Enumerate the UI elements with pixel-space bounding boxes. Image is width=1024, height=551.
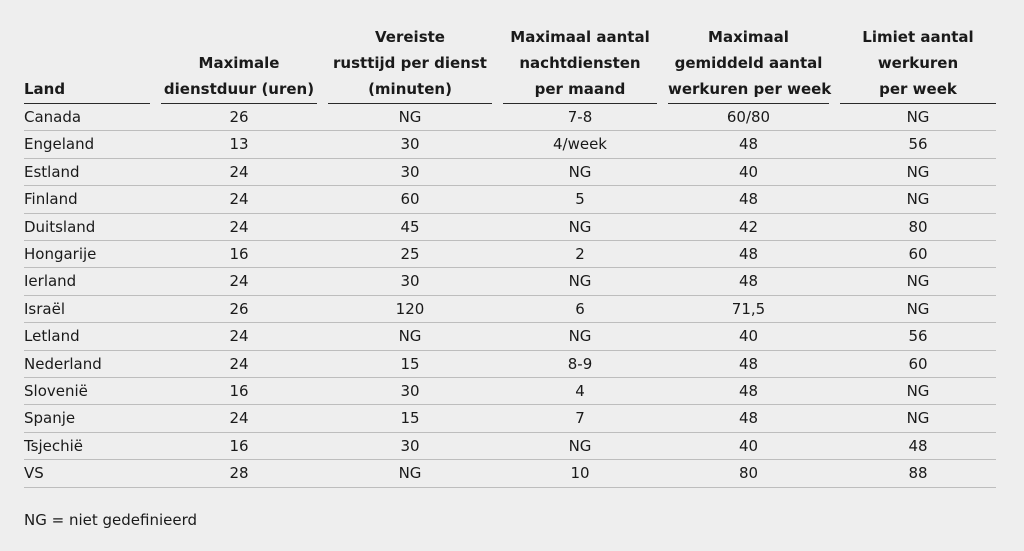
cell-required-rest-column: NG — [328, 104, 492, 131]
cell-max-avg-weekly-hours-column: 40 — [668, 323, 829, 350]
cell-gap — [317, 405, 328, 432]
table-row — [24, 186, 996, 213]
cell-gap — [492, 186, 503, 213]
cell-weekly-hours-limit-column: NG — [840, 268, 996, 295]
cell-gap — [492, 378, 503, 405]
cell-required-rest-column: 25 — [328, 241, 492, 268]
header-gap — [657, 24, 668, 104]
cell-required-rest-column: NG — [328, 323, 492, 350]
cell-max-shift-duration-column: 16 — [161, 241, 317, 268]
cell-gap — [657, 323, 668, 350]
cell-gap — [829, 131, 840, 158]
cell-gap — [150, 186, 161, 213]
cell-max-night-shifts-column: NG — [503, 323, 657, 350]
cell-gap — [657, 378, 668, 405]
cell-gap — [492, 433, 503, 460]
cell-gap — [492, 405, 503, 432]
work-hours-table — [24, 24, 996, 488]
table-row — [24, 241, 996, 268]
cell-max-shift-duration-column: 16 — [161, 378, 317, 405]
cell-weekly-hours-limit-column: NG — [840, 104, 996, 131]
cell-required-rest-column: 30 — [328, 268, 492, 295]
cell-max-night-shifts-column: NG — [503, 433, 657, 460]
cell-country-column: Spanje — [24, 405, 150, 432]
cell-gap — [829, 241, 840, 268]
cell-weekly-hours-limit-column: NG — [840, 296, 996, 323]
work-hours-table-container — [24, 24, 996, 488]
cell-weekly-hours-limit-column: 48 — [840, 433, 996, 460]
cell-country-column: Letland — [24, 323, 150, 350]
cell-gap — [317, 186, 328, 213]
cell-max-avg-weekly-hours-column: 48 — [668, 378, 829, 405]
cell-gap — [657, 351, 668, 378]
cell-max-avg-weekly-hours-column: 48 — [668, 351, 829, 378]
cell-gap — [150, 131, 161, 158]
header-line: gemiddeld aantal — [674, 54, 823, 72]
cell-gap — [317, 296, 328, 323]
header-line: nachtdiensten — [519, 54, 641, 72]
cell-gap — [317, 323, 328, 350]
cell-max-shift-duration-column: 24 — [161, 214, 317, 241]
cell-required-rest-column: 30 — [328, 131, 492, 158]
cell-weekly-hours-limit-column: NG — [840, 378, 996, 405]
cell-gap — [492, 323, 503, 350]
cell-gap — [657, 186, 668, 213]
header-gap — [150, 24, 161, 104]
cell-gap — [150, 460, 161, 487]
header-line: dienstduur (uren) — [163, 80, 315, 98]
cell-gap — [829, 268, 840, 295]
cell-gap — [492, 214, 503, 241]
cell-required-rest-column: NG — [328, 460, 492, 487]
cell-required-rest-column: 60 — [328, 186, 492, 213]
cell-max-shift-duration-column: 24 — [161, 159, 317, 186]
cell-gap — [150, 351, 161, 378]
cell-gap — [657, 433, 668, 460]
cell-gap — [317, 131, 328, 158]
cell-gap — [657, 214, 668, 241]
cell-gap — [657, 268, 668, 295]
cell-gap — [829, 405, 840, 432]
cell-max-night-shifts-column: 5 — [503, 186, 657, 213]
cell-max-shift-duration-column: 26 — [161, 296, 317, 323]
cell-max-night-shifts-column: NG — [503, 268, 657, 295]
cell-gap — [657, 296, 668, 323]
cell-gap — [317, 433, 328, 460]
cell-gap — [492, 296, 503, 323]
cell-required-rest-column: 30 — [328, 433, 492, 460]
cell-required-rest-column: 30 — [328, 378, 492, 405]
cell-gap — [492, 131, 503, 158]
cell-gap — [829, 433, 840, 460]
cell-gap — [829, 351, 840, 378]
cell-country-column: Canada — [24, 104, 150, 131]
cell-gap — [317, 351, 328, 378]
cell-max-avg-weekly-hours-column: 48 — [668, 268, 829, 295]
table-row — [24, 296, 996, 323]
table-row — [24, 323, 996, 350]
header-max-avg-weekly-hours-column — [668, 24, 832, 104]
cell-max-shift-duration-column: 24 — [161, 351, 317, 378]
cell-gap — [317, 214, 328, 241]
cell-gap — [492, 159, 503, 186]
cell-max-avg-weekly-hours-column: 48 — [668, 131, 829, 158]
table-row — [24, 351, 996, 378]
cell-required-rest-column: 45 — [328, 214, 492, 241]
cell-gap — [492, 268, 503, 295]
table-body — [24, 104, 996, 488]
cell-gap — [829, 104, 840, 131]
cell-max-shift-duration-column: 13 — [161, 131, 317, 158]
cell-gap — [150, 378, 161, 405]
table-row — [24, 214, 996, 241]
cell-gap — [829, 460, 840, 487]
cell-gap — [492, 460, 503, 487]
cell-gap — [829, 214, 840, 241]
cell-country-column: Israël — [24, 296, 150, 323]
cell-weekly-hours-limit-column: 56 — [840, 131, 996, 158]
cell-gap — [150, 268, 161, 295]
cell-weekly-hours-limit-column: 60 — [840, 351, 996, 378]
footnote: NG = niet gedefinieerd — [24, 511, 198, 529]
cell-gap — [657, 131, 668, 158]
cell-country-column: VS — [24, 460, 150, 487]
cell-max-night-shifts-column: NG — [503, 159, 657, 186]
header-line: werkuren per week — [668, 80, 832, 98]
header-line: per maand — [534, 80, 626, 98]
header-line: Maximaal aantal — [510, 28, 650, 46]
header-line: werkuren — [877, 54, 959, 72]
cell-max-night-shifts-column: 4/week — [503, 131, 657, 158]
cell-gap — [492, 104, 503, 131]
cell-max-shift-duration-column: 24 — [161, 186, 317, 213]
cell-max-avg-weekly-hours-column: 48 — [668, 186, 829, 213]
cell-max-avg-weekly-hours-column: 80 — [668, 460, 829, 487]
header-weekly-hours-limit-column — [840, 24, 996, 104]
cell-max-avg-weekly-hours-column: 42 — [668, 214, 829, 241]
cell-weekly-hours-limit-column: NG — [840, 159, 996, 186]
cell-gap — [829, 323, 840, 350]
header-line: Land — [24, 80, 66, 98]
cell-weekly-hours-limit-column: NG — [840, 405, 996, 432]
cell-gap — [657, 405, 668, 432]
cell-gap — [657, 460, 668, 487]
cell-weekly-hours-limit-column: 60 — [840, 241, 996, 268]
table-row — [24, 104, 996, 131]
header-line: Limiet aantal — [862, 28, 974, 46]
cell-max-avg-weekly-hours-column: 48 — [668, 241, 829, 268]
cell-gap — [150, 214, 161, 241]
cell-max-night-shifts-column: 7-8 — [503, 104, 657, 131]
cell-gap — [317, 460, 328, 487]
cell-gap — [150, 296, 161, 323]
cell-weekly-hours-limit-column: 56 — [840, 323, 996, 350]
cell-gap — [829, 296, 840, 323]
cell-max-avg-weekly-hours-column: 48 — [668, 405, 829, 432]
cell-gap — [317, 268, 328, 295]
cell-max-night-shifts-column: NG — [503, 214, 657, 241]
cell-gap — [150, 104, 161, 131]
cell-max-night-shifts-column: 10 — [503, 460, 657, 487]
header-required-rest-column — [328, 24, 492, 104]
cell-gap — [657, 159, 668, 186]
table-row — [24, 460, 996, 487]
cell-max-night-shifts-column: 4 — [503, 378, 657, 405]
cell-gap — [829, 186, 840, 213]
cell-max-avg-weekly-hours-column: 40 — [668, 433, 829, 460]
cell-country-column: Ierland — [24, 268, 150, 295]
header-gap — [492, 24, 503, 104]
cell-country-column: Estland — [24, 159, 150, 186]
header-gap — [317, 24, 328, 104]
table-row — [24, 378, 996, 405]
cell-gap — [492, 351, 503, 378]
header-line: (minuten) — [368, 80, 452, 98]
table-row — [24, 131, 996, 158]
header-line: Maximaal — [708, 28, 789, 46]
cell-gap — [492, 241, 503, 268]
cell-max-shift-duration-column: 16 — [161, 433, 317, 460]
cell-max-shift-duration-column: 28 — [161, 460, 317, 487]
cell-max-night-shifts-column: 6 — [503, 296, 657, 323]
cell-gap — [150, 433, 161, 460]
cell-weekly-hours-limit-column: 88 — [840, 460, 996, 487]
cell-gap — [317, 159, 328, 186]
cell-required-rest-column: 120 — [328, 296, 492, 323]
cell-country-column: Slovenië — [24, 378, 150, 405]
cell-gap — [829, 378, 840, 405]
header-line: per week — [879, 80, 957, 98]
header-line: Vereiste — [375, 28, 445, 46]
table-row — [24, 159, 996, 186]
cell-gap — [657, 241, 668, 268]
cell-gap — [317, 241, 328, 268]
cell-gap — [317, 378, 328, 405]
cell-max-shift-duration-column: 24 — [161, 268, 317, 295]
cell-max-night-shifts-column: 7 — [503, 405, 657, 432]
cell-max-avg-weekly-hours-column: 71,5 — [668, 296, 829, 323]
cell-gap — [317, 104, 328, 131]
cell-country-column: Nederland — [24, 351, 150, 378]
cell-required-rest-column: 15 — [328, 351, 492, 378]
table-row — [24, 433, 996, 460]
header-country-column — [24, 24, 150, 104]
cell-max-night-shifts-column: 8-9 — [503, 351, 657, 378]
cell-country-column: Tsjechië — [24, 433, 150, 460]
cell-country-column: Hongarije — [24, 241, 150, 268]
cell-country-column: Finland — [24, 186, 150, 213]
cell-max-night-shifts-column: 2 — [503, 241, 657, 268]
header-line: rusttijd per dienst — [333, 54, 487, 72]
cell-max-shift-duration-column: 26 — [161, 104, 317, 131]
cell-gap — [150, 323, 161, 350]
table-header-row — [24, 24, 996, 104]
cell-max-shift-duration-column: 24 — [161, 323, 317, 350]
table-row — [24, 268, 996, 295]
cell-country-column: Duitsland — [24, 214, 150, 241]
cell-gap — [150, 241, 161, 268]
cell-max-avg-weekly-hours-column: 40 — [668, 159, 829, 186]
cell-weekly-hours-limit-column: 80 — [840, 214, 996, 241]
header-max-shift-duration-column — [161, 24, 317, 104]
cell-max-avg-weekly-hours-column: 60/80 — [668, 104, 829, 131]
cell-gap — [657, 104, 668, 131]
cell-weekly-hours-limit-column: NG — [840, 186, 996, 213]
cell-gap — [150, 159, 161, 186]
header-line: Maximale — [198, 54, 280, 72]
cell-gap — [829, 159, 840, 186]
cell-country-column: Engeland — [24, 131, 150, 158]
cell-required-rest-column: 15 — [328, 405, 492, 432]
header-max-night-shifts-column — [503, 24, 657, 104]
cell-required-rest-column: 30 — [328, 159, 492, 186]
cell-max-shift-duration-column: 24 — [161, 405, 317, 432]
table-row — [24, 405, 996, 432]
cell-gap — [150, 405, 161, 432]
